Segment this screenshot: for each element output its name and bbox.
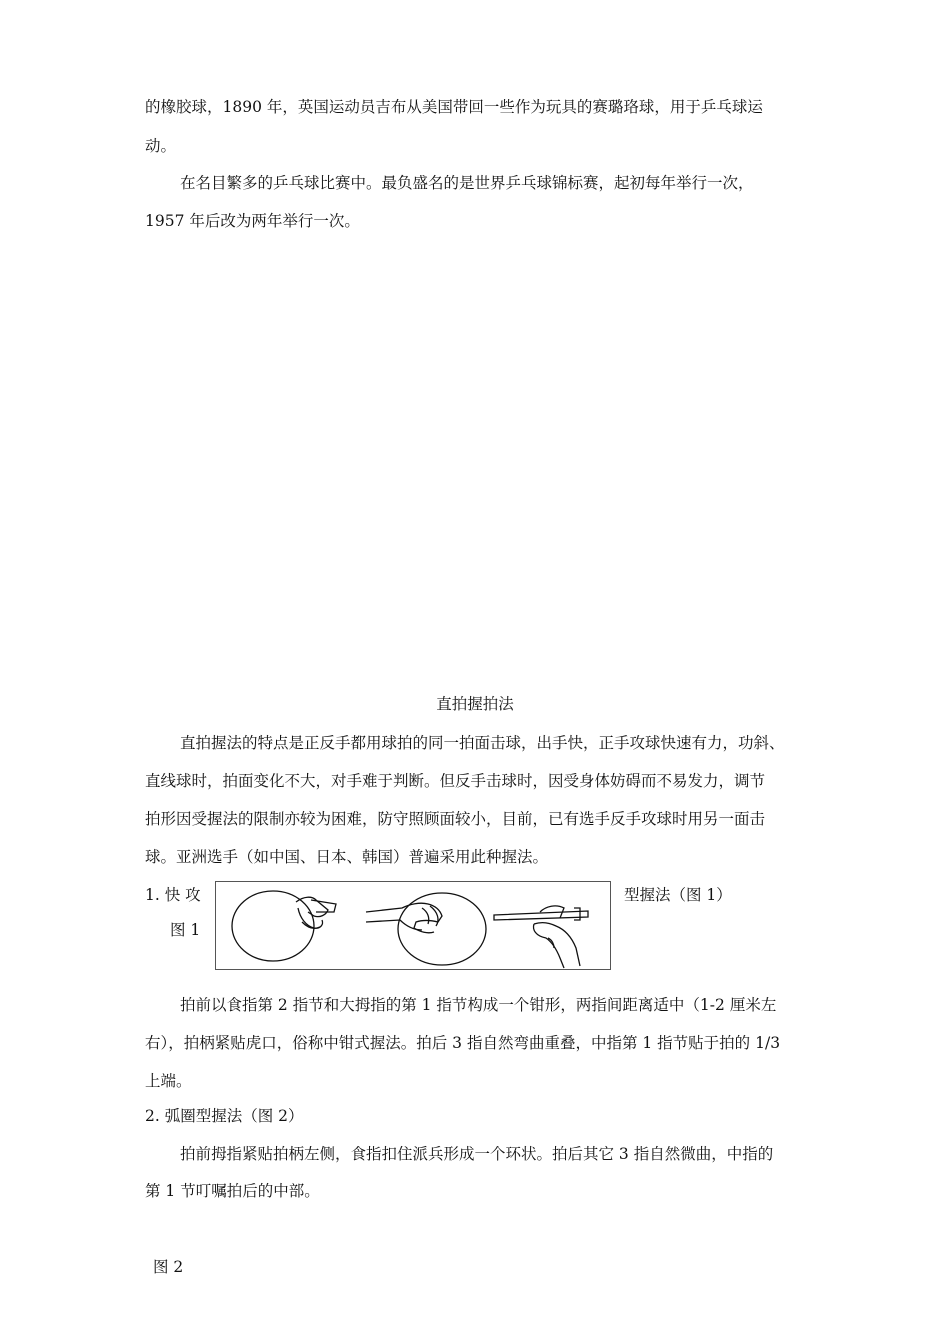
item1-heading-right: 型握法（图 1） xyxy=(624,886,732,904)
item2-desc-line: 拍前拇指紧贴拍柄左侧，食指扣住派兵形成一个环状。拍后其它 3 指自然微曲，中指的 xyxy=(180,1145,774,1163)
item1-desc-line: 上端。 xyxy=(145,1072,192,1090)
racket-side-3 xyxy=(494,911,588,920)
paragraph-line: 动。 xyxy=(145,137,177,155)
item1-desc-line: 拍前以食指第 2 指节和大拇指的第 1 指节构成一个钳形，两指间距离适中（1-2 厘米左 xyxy=(180,996,777,1014)
figure-2-label: 图 2 xyxy=(153,1258,184,1276)
racket-face-1 xyxy=(232,891,314,961)
paragraph-line: 的橡胶球，1890 年，英国运动员吉布从美国带回一些作为玩具的赛璐珞球，用于乒乓球运 xyxy=(145,98,763,116)
paragraph-line: 在名目繁多的乒乓球比赛中。最负盛名的是世界乒乓球锦标赛，起初每年举行一次， xyxy=(180,174,754,192)
intro-line: 球。亚洲选手（如中国、日本、韩国）普遍采用此种握法。 xyxy=(145,848,549,866)
hand-2 xyxy=(366,903,442,933)
figure-1-label: 图 1 xyxy=(170,921,201,939)
item2-desc-line: 第 1 节叮嘱拍后的中部。 xyxy=(145,1182,320,1200)
intro-line: 拍形因受握法的限制亦较为困难，防守照顾面较小，目前，已有选手反手攻球时用另一面击 xyxy=(145,810,766,828)
item1-desc-line: 右），拍柄紧贴虎口，俗称中钳式握法。拍后 3 指自然弯曲重叠，中指第 1 指节贴于拍的 1/3 xyxy=(145,1034,781,1052)
item1-heading-left: 1. 快 攻 xyxy=(145,886,201,904)
section-title: 直拍握拍法 xyxy=(436,695,514,713)
intro-line: 直线球时，拍面变化不大，对手难于判断。但反手击球时，因受身体妨碍而不易发力，调节 xyxy=(145,772,766,790)
paragraph-line: 1957 年后改为两年举行一次。 xyxy=(145,212,360,230)
item2-heading: 2. 弧圈型握法（图 2） xyxy=(145,1107,304,1125)
grip-drawings xyxy=(216,882,610,969)
figure-1-grip-illustration xyxy=(215,881,611,970)
intro-line: 直拍握法的特点是正反手都用球拍的同一拍面击球，出手快，正手攻球快速有力，功斜、 xyxy=(180,734,785,752)
hand-3 xyxy=(534,923,580,966)
